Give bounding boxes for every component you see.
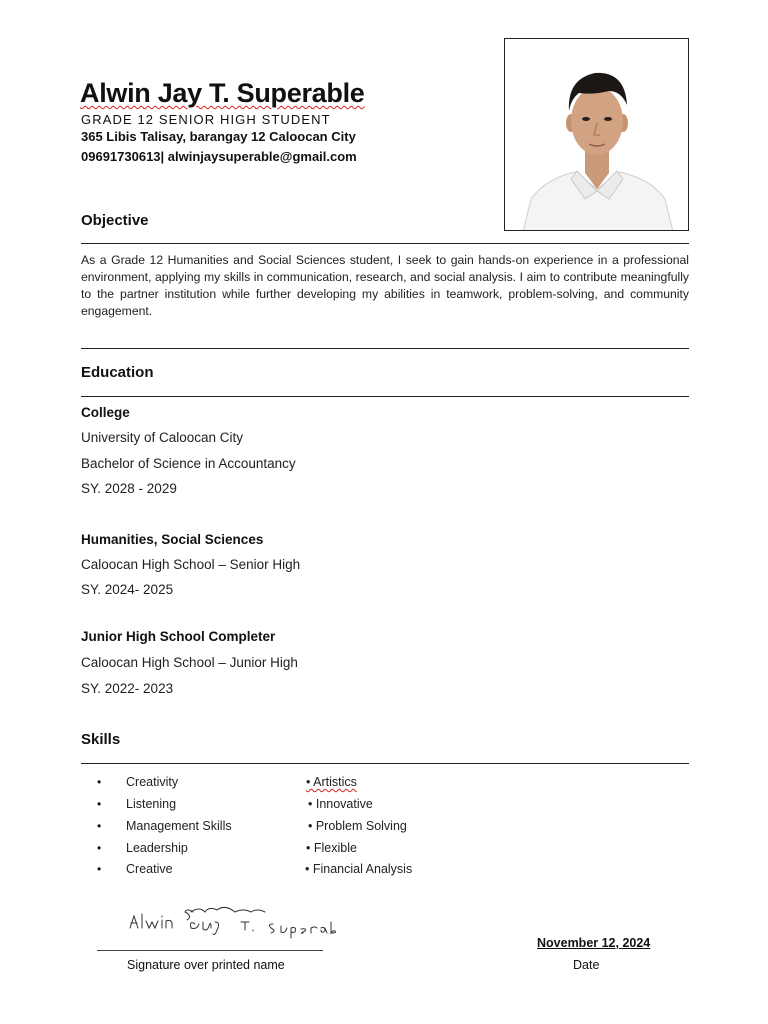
education-shs-year: SY. 2024- 2025 xyxy=(81,582,174,597)
divider xyxy=(81,348,689,349)
education-college-heading: College xyxy=(81,405,130,420)
applicant-photo xyxy=(504,38,689,231)
skill-item: • Innovative xyxy=(308,797,373,811)
person-photo-icon xyxy=(505,39,689,231)
education-college-school: University of Caloocan City xyxy=(81,430,244,445)
skill-item: • Problem Solving xyxy=(308,819,407,833)
skill-item-label: • Artistics xyxy=(306,775,357,789)
skill-item: • Flexible xyxy=(306,841,357,855)
signature-date: November 12, 2024 xyxy=(537,936,651,950)
applicant-subtitle: GRADE 12 SENIOR HIGH STUDENT xyxy=(81,112,331,127)
signature-line xyxy=(97,950,323,951)
applicant-contact: 09691730613| alwinjaysuperable@gmail.com xyxy=(81,149,357,164)
skill-item: Listening xyxy=(126,797,177,811)
objective-heading: Objective xyxy=(81,212,149,229)
education-jhs-school: Caloocan High School – Junior High xyxy=(81,655,298,670)
bullet-icon: • xyxy=(97,819,102,833)
divider xyxy=(81,243,689,244)
skill-item: • Financial Analysis xyxy=(305,862,413,876)
handwritten-signature xyxy=(125,900,340,942)
education-shs-school: Caloocan High School – Senior High xyxy=(81,557,301,572)
skill-item: Creativity xyxy=(126,775,179,789)
education-shs-heading: Humanities, Social Sciences xyxy=(81,532,264,547)
bullet-icon: • xyxy=(97,797,102,811)
skill-item xyxy=(306,775,357,789)
education-jhs-year: SY. 2022- 2023 xyxy=(81,681,174,696)
skill-item: Management Skills xyxy=(126,819,232,833)
bullet-icon: • xyxy=(97,775,102,789)
signature-label: Signature over printed name xyxy=(127,958,285,972)
divider xyxy=(81,396,689,397)
date-label: Date xyxy=(573,958,600,972)
skill-item: Creative xyxy=(126,862,173,876)
bullet-icon: • xyxy=(97,841,102,855)
skills-heading: Skills xyxy=(81,731,121,748)
applicant-name: Alwin Jay T. Superable xyxy=(80,78,365,108)
education-college-course: Bachelor of Science in Accountancy xyxy=(81,456,296,471)
applicant-address: 365 Libis Talisay, barangay 12 Caloocan City xyxy=(81,129,356,144)
education-jhs-heading: Junior High School Completer xyxy=(81,629,276,644)
divider xyxy=(81,763,689,764)
education-heading: Education xyxy=(81,364,154,381)
objective-text: As a Grade 12 Humanities and Social Sciences student, I seek to gain hands-on experience in a professional environment, applying my skills in communication, research, and social analysis. I aim to contribute meaningfully to the partner institution while further developing my abilities in teamwork, problem-solving, and community engagement. xyxy=(81,253,689,318)
skill-item: Leadership xyxy=(126,841,188,855)
education-college-year: SY. 2028 - 2029 xyxy=(81,481,177,496)
bullet-icon: • xyxy=(97,862,102,876)
